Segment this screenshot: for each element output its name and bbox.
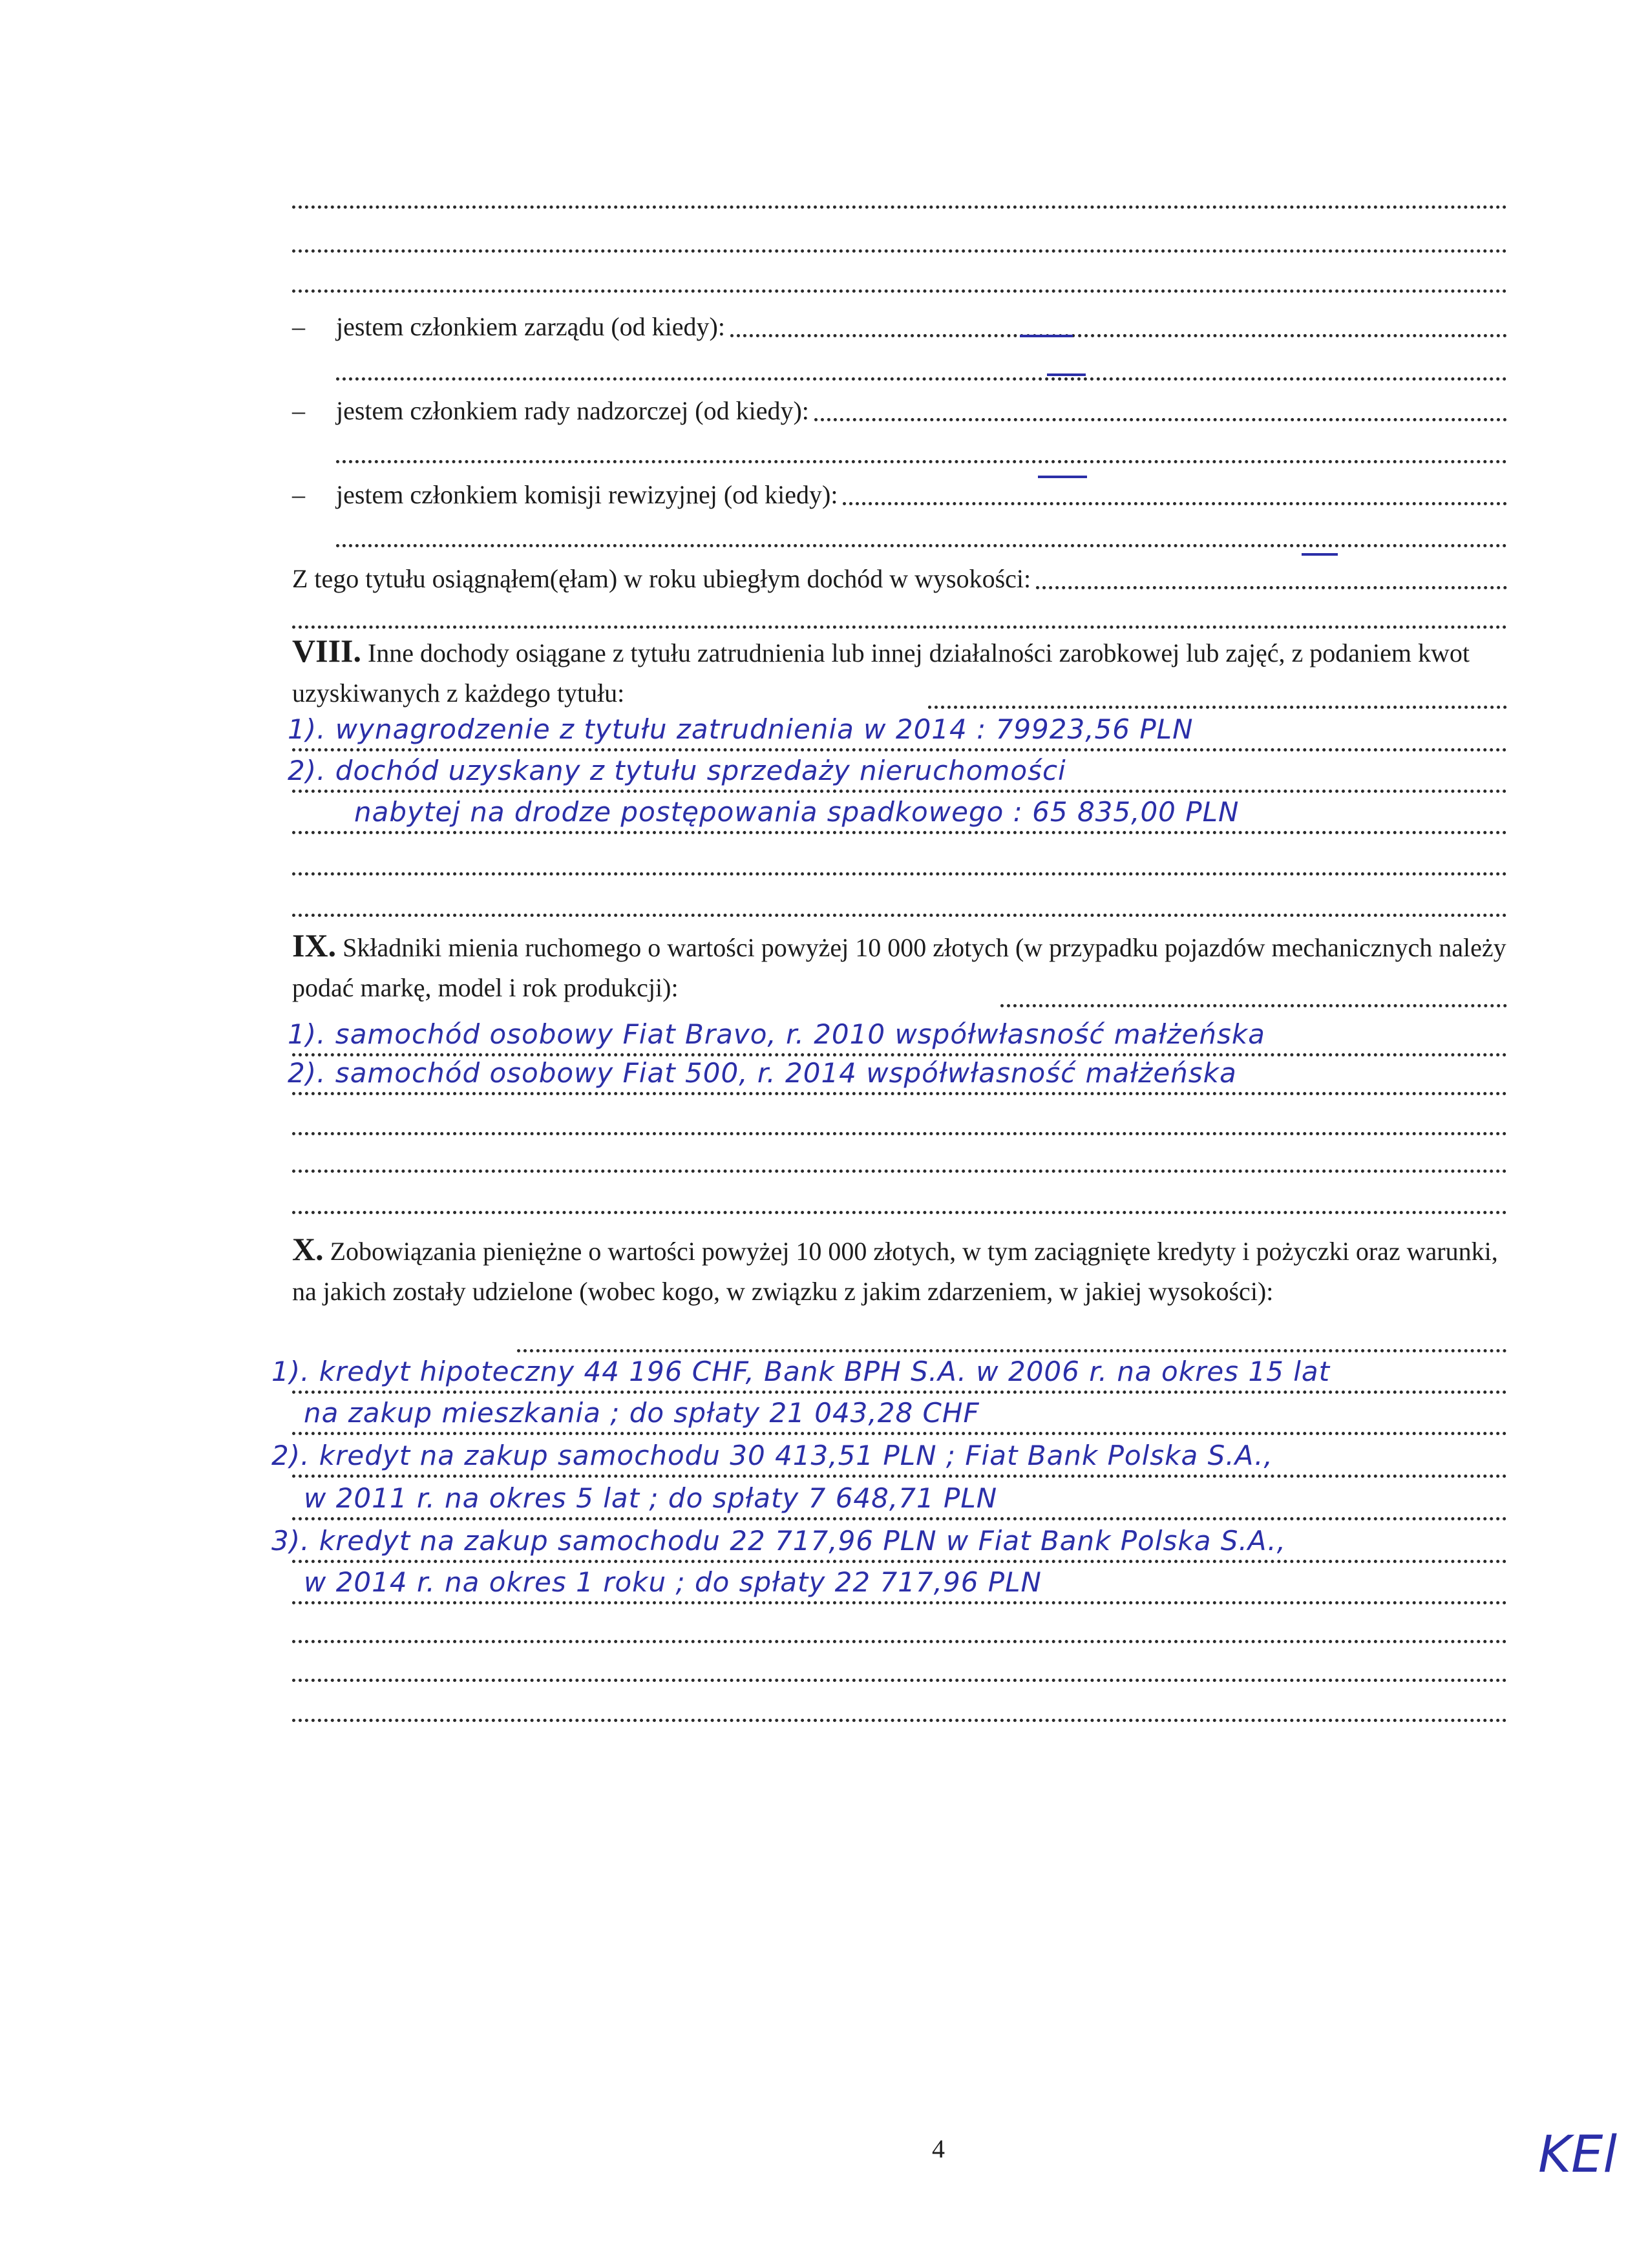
heading-fill-line <box>517 1349 1507 1352</box>
entry-line <box>292 831 1507 834</box>
section-x-heading <box>292 1229 1507 1312</box>
handwritten-entry: 1). wynagrodzenie z tytułu zatrudnienia w 2014 : 79923,56 PLN <box>288 713 1194 745</box>
blank-line <box>292 1132 1507 1135</box>
section-heading-text: Składniki mienia ruchomego o wartości powyżej 10 000 złotych (w przypadku pojazdów mechanicznych należy podać markę, model i rok produkcji): <box>292 933 1506 1002</box>
page-number: 4 <box>932 2134 945 2163</box>
blank-line <box>292 1211 1507 1214</box>
pen-dash <box>1020 335 1073 337</box>
section-ix-heading <box>292 925 1507 1008</box>
handwritten-entry: nabytej na drodze postępowania spadkowego : 65 835,00 PLN <box>354 796 1240 828</box>
entry-line <box>292 1517 1507 1520</box>
heading-fill-line <box>928 706 1507 709</box>
blank-line <box>292 914 1507 917</box>
audit-member-row: – jestem członkiem komisji rewizyjnej (od kiedy): <box>292 470 1507 509</box>
section-number: VIII. <box>292 633 361 669</box>
entry-line <box>292 1601 1507 1604</box>
entry-line <box>292 1053 1507 1056</box>
board-member-field <box>730 334 1507 337</box>
entry-line <box>292 1475 1507 1478</box>
supervisory-member-row: – jestem członkiem rady nadzorczej (od kiedy): <box>292 386 1507 425</box>
supervisory-member-field <box>814 418 1507 421</box>
section-number: IX. <box>292 927 337 963</box>
blank-line <box>292 289 1507 293</box>
entry-line <box>292 1560 1507 1563</box>
handwritten-entry: w 2011 r. na okres 5 lat ; do spłaty 7 648,71 PLN <box>304 1482 998 1514</box>
handwritten-entry: 3). kredyt na zakup samochodu 22 717,96 PLN w Fiat Bank Polska S.A., <box>271 1525 1287 1557</box>
entry-line <box>292 748 1507 751</box>
handwritten-entry: 2). samochód osobowy Fiat 500, r. 2014 współwłasność małżeńska <box>288 1057 1237 1089</box>
entry-line <box>292 1432 1507 1435</box>
board-member-label: jestem członkiem zarządu (od kiedy): <box>336 312 725 341</box>
blank-line <box>336 544 1507 547</box>
pen-dash <box>1047 373 1086 376</box>
entry-line <box>292 1391 1507 1394</box>
blank-line <box>292 1170 1507 1173</box>
blank-line <box>292 1640 1507 1643</box>
handwritten-entry: w 2014 r. na okres 1 roku ; do spłaty 22 717,96 PLN <box>304 1566 1042 1598</box>
blank-line <box>292 1719 1507 1722</box>
section-heading-text: Inne dochody osiągane z tytułu zatrudnienia lub innej działalności zarobkowej lub zajęć, z podaniem kwot uzyskiwanych z każdego tytułu: <box>292 638 1470 708</box>
blank-line <box>292 205 1507 209</box>
audit-member-label: jestem członkiem komisji rewizyjnej (od kiedy): <box>336 480 838 509</box>
handwritten-initials: KEl <box>1538 2126 1618 2184</box>
income-label: Z tego tytułu osiągnąłem(ęłam) w roku ubiegłym dochód w wysokości: <box>292 564 1031 593</box>
entry-line <box>292 790 1507 793</box>
board-member-row: – jestem członkiem zarządu (od kiedy): <box>292 302 1507 341</box>
blank-line <box>292 625 1507 629</box>
section-number: X. <box>292 1231 324 1267</box>
blank-line <box>336 377 1507 381</box>
handwritten-entry: 2). dochód uzyskany z tytułu sprzedaży nieruchomości <box>288 755 1066 786</box>
handwritten-entry: 2). kredyt na zakup samochodu 30 413,51 PLN ; Fiat Bank Polska S.A., <box>271 1440 1273 1471</box>
supervisory-member-label: jestem członkiem rady nadzorczej (od kiedy): <box>336 396 809 425</box>
handwritten-entry: 1). kredyt hipoteczny 44 196 CHF, Bank BPH S.A. w 2006 r. na okres 15 lat <box>271 1356 1331 1387</box>
pen-dash <box>1038 476 1087 478</box>
blank-line <box>292 872 1507 876</box>
section-heading-text: Zobowiązania pieniężne o wartości powyżej 10 000 złotych, w tym zaciągnięte kredyty i pożyczki oraz warunki, na jakich zostały udzielone (wobec kogo, w związku z jakim zdarzeniem, w jakiej wysokości): <box>292 1237 1498 1306</box>
audit-member-field <box>843 502 1507 505</box>
heading-fill-line <box>1000 1004 1507 1007</box>
income-field <box>1036 586 1507 589</box>
entry-line <box>292 1092 1507 1095</box>
handwritten-entry: 1). samochód osobowy Fiat Bravo, r. 2010 współwłasność małżeńska <box>288 1018 1265 1050</box>
blank-line <box>292 1679 1507 1682</box>
blank-line <box>292 249 1507 253</box>
pen-dash <box>1302 553 1338 556</box>
income-row <box>292 554 1507 593</box>
handwritten-entry: na zakup mieszkania ; do spłaty 21 043,28 CHF <box>304 1397 980 1429</box>
blank-line <box>336 460 1507 463</box>
section-viii-heading <box>292 631 1507 713</box>
